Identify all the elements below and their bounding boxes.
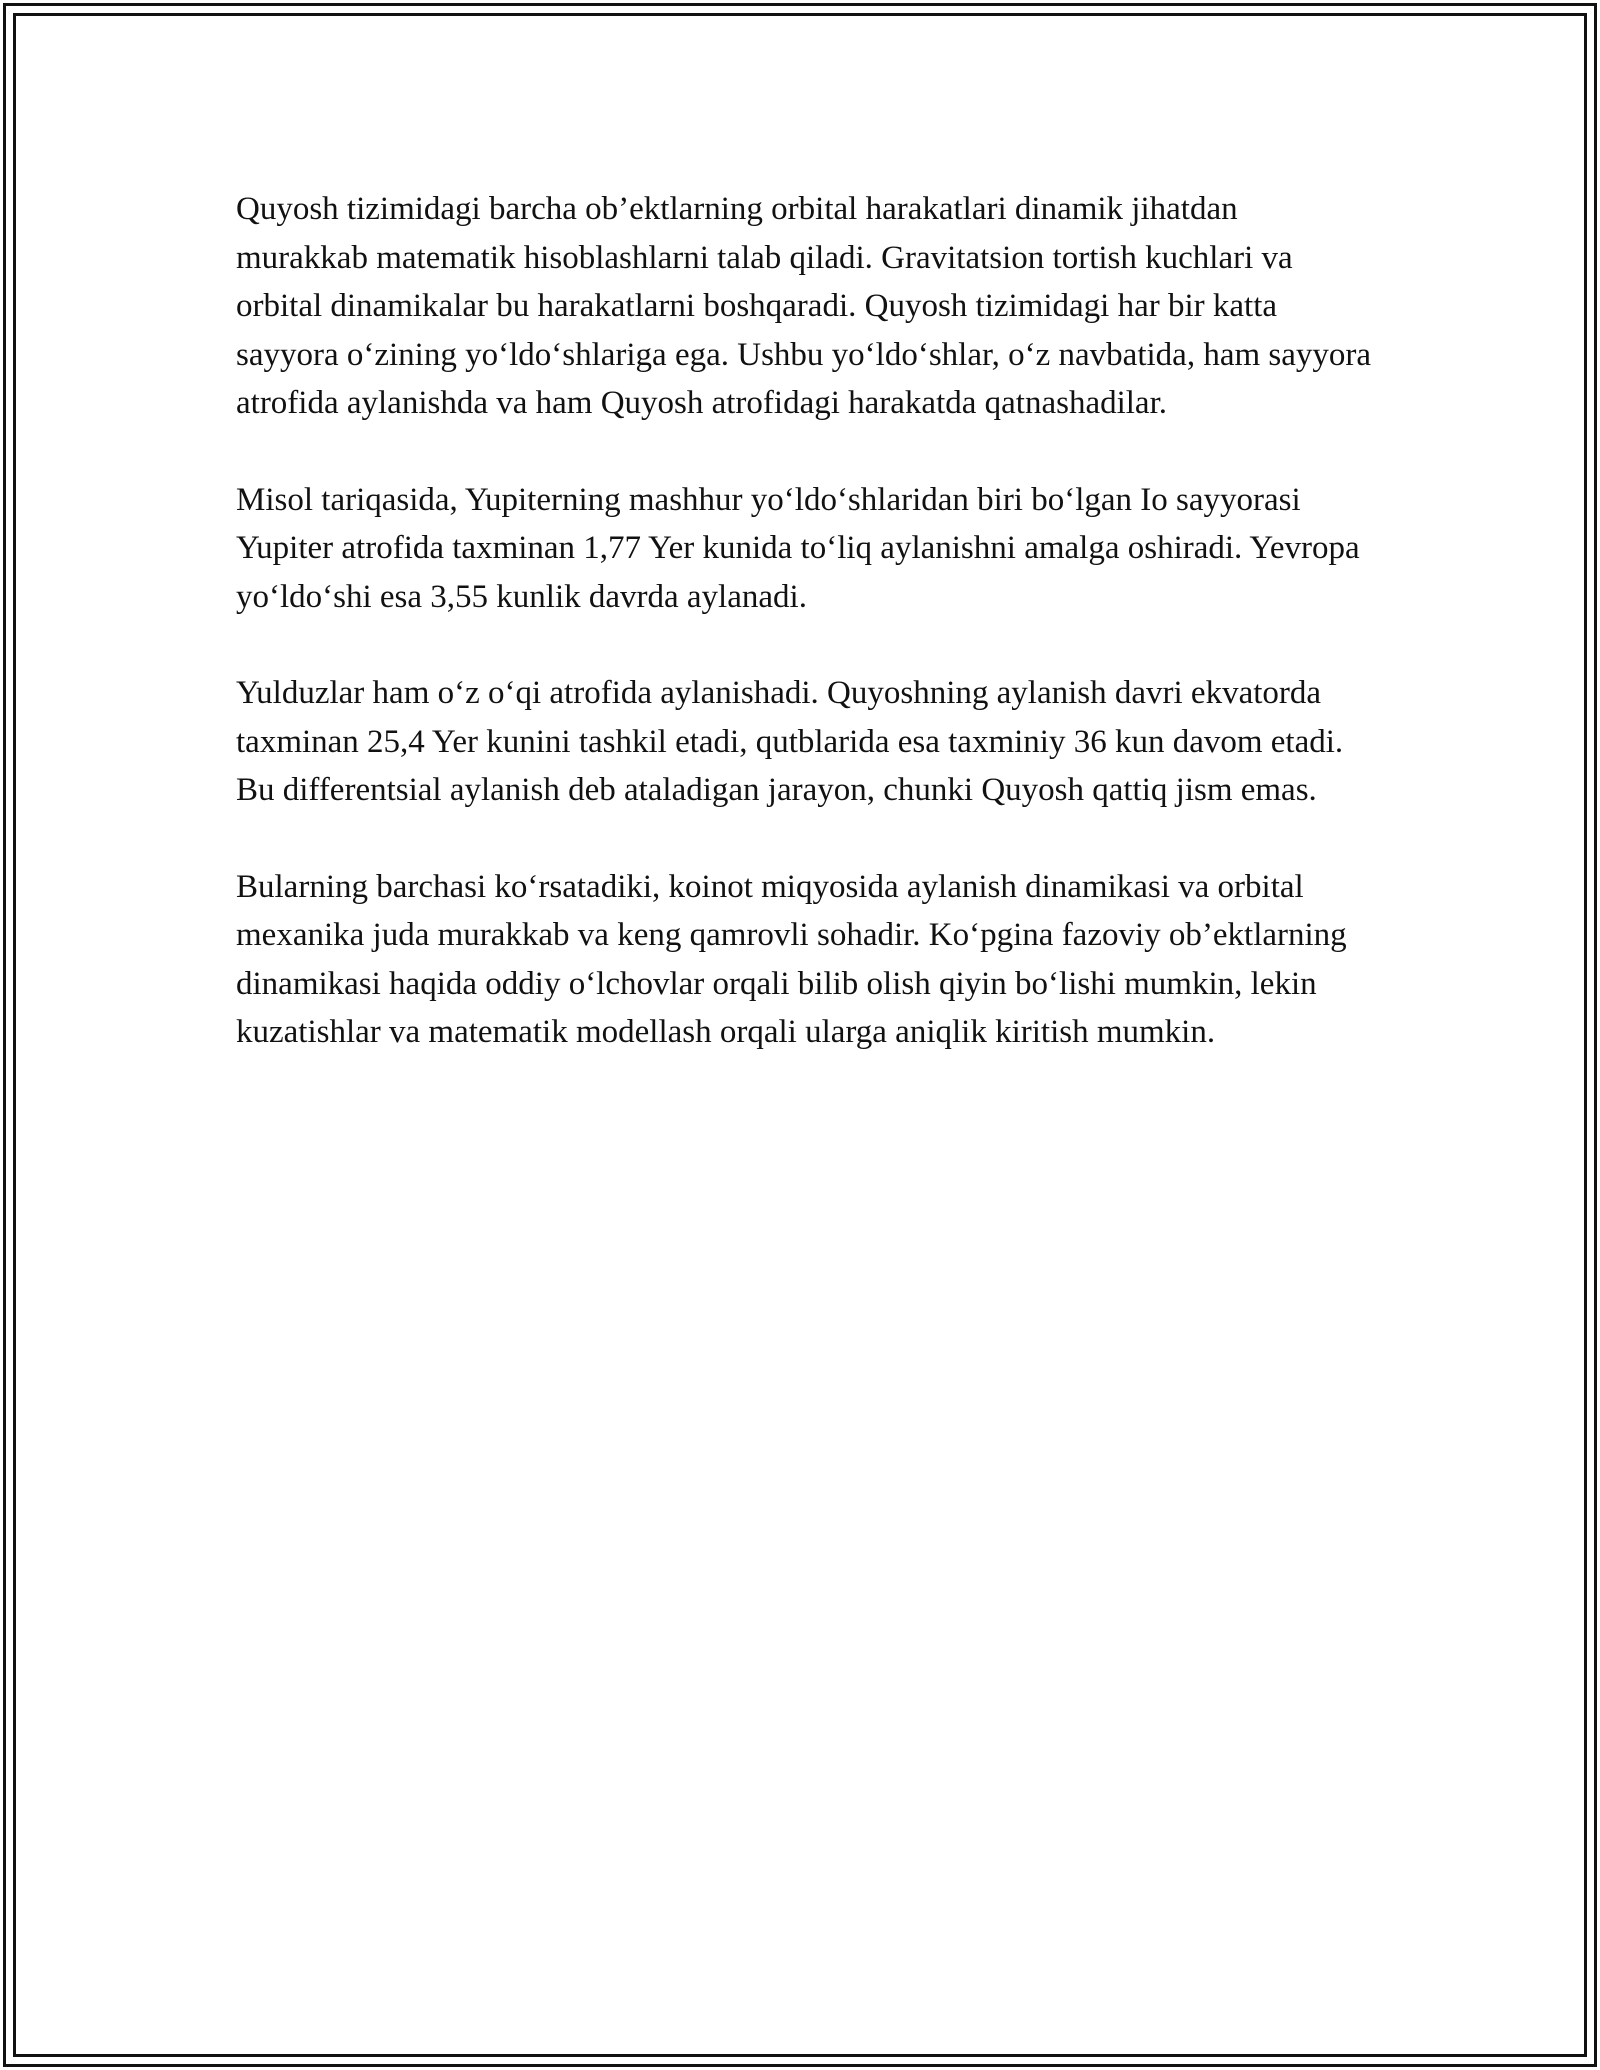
paragraph-star-rotation: Yulduzlar ham o‘z o‘qi atrofida aylanishadi. Quyoshning aylanish davri ekvatorda taxminan 25,4 Yer kunini tashkil etadi, qutblarida esa taxminiy 36 kun davom etadi. Bu differentsial aylanish deb ataladigan jarayon, chunki Quyosh qattiq jism emas.	[236, 675, 1344, 808]
document-body	[236, 185, 1376, 1057]
paragraph-conclusion: Bularning barchasi ko‘rsatadiki, koinot miqyosida aylanish dinamikasi va orbital mexanika juda murakkab va keng qamrovli sohadir. Ko‘pgina fazoviy ob’ektlarning dinamikasi haqida oddiy o‘lchovlar orqali bilib olish qiyin bo‘lishi mumkin, lekin kuzatishlar va matematik modellash orqali ularga aniqlik kiritish mumkin.	[236, 868, 1347, 1050]
paragraph-jupiter-moons: Misol tariqasida, Yupiterning mashhur yo‘ldo‘shlaridan biri bo‘lgan Io sayyorasi Yupiter atrofida taxminan 1,77 Yer kunida to‘liq aylanishni amalga oshiradi. Yevropa yo‘ldo‘shi esa 3,55 kunlik davrda aylanadi.	[236, 481, 1360, 615]
paragraph-orbital-motion: Quyosh tizimidagi barcha ob’ektlarning orbital harakatlari dinamik jihatdan murakkab matematik hisoblashlarni talab qiladi. Gravitatsion tortish kuchlari va orbital dinamikalar bu harakatlarni boshqaradi. Quyosh tizimidagi har bir katta sayyora o‘zining yo‘ldo‘shlariga ega. Ushbu yo‘ldo‘shlar, o‘z navbatida, ham sayyora atrofida aylanishda va ham Quyosh atrofidagi harakatda qatnashadilar.	[236, 191, 1372, 421]
